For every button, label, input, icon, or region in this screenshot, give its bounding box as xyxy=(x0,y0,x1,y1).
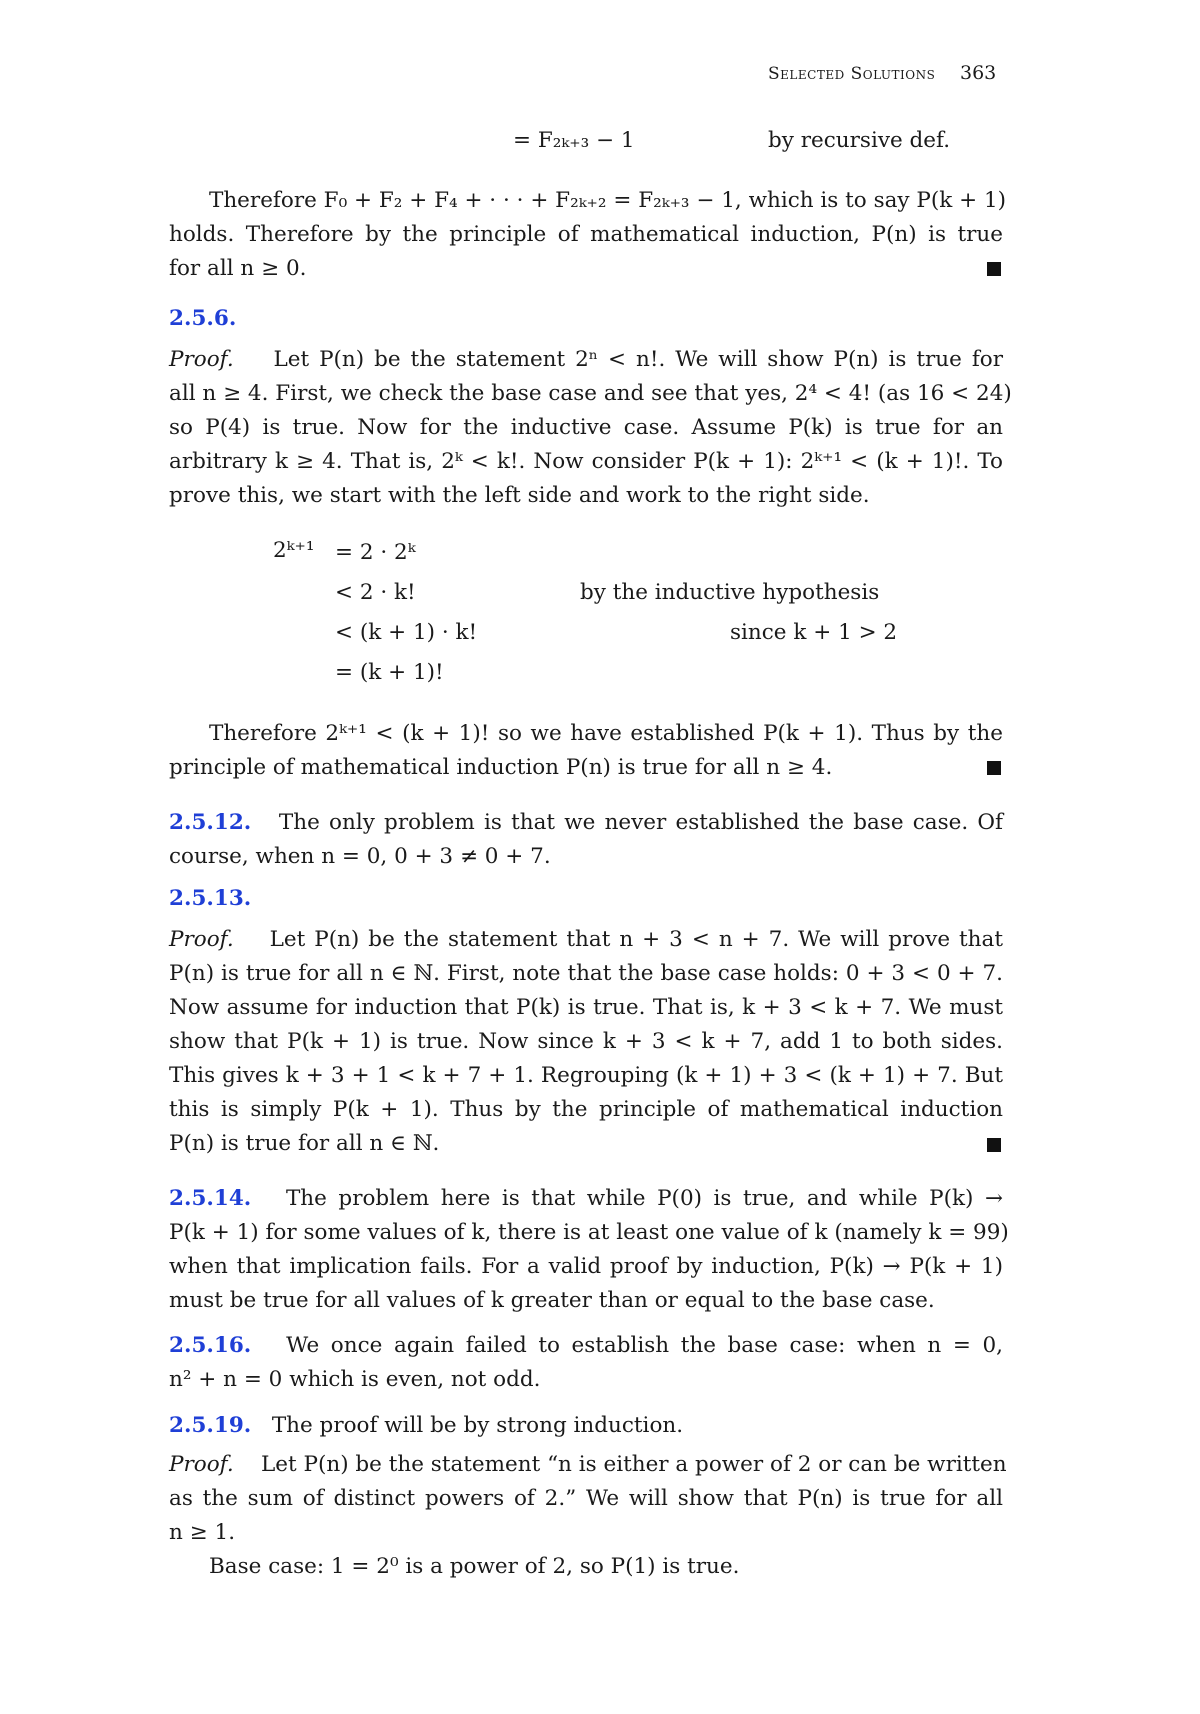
text-fragment: Let P(n) be the statement 2ⁿ < n!. We will show P(n) is true for xyxy=(273,347,1003,372)
text-line: show that P(k + 1) is true. Now since k + 3 < k + 7, add 1 to both sides. xyxy=(169,1029,1003,1054)
solution-2-5-6-proof xyxy=(169,343,1012,513)
text-line: as the sum of distinct powers of 2.” We will show that P(n) is true for all xyxy=(169,1486,1003,1511)
text-line xyxy=(169,1329,1003,1363)
text-line: n² + n = 0 which is even, not odd. xyxy=(169,1367,541,1392)
proof-word: Proof. xyxy=(169,347,234,372)
proof-word: Proof. xyxy=(169,1452,234,1477)
running-title: Selected Solutions xyxy=(768,64,936,84)
text-line: Therefore F₀ + F₂ + F₄ + · · · + F₂ₖ₊₂ = F₂ₖ₊₃ − 1, which is to say P(k + 1) xyxy=(209,188,1007,213)
text-line xyxy=(169,806,1003,840)
text-line: principle of mathematical induction P(n) is true for all n ≥ 4. xyxy=(169,755,833,780)
equation-reason: by recursive def. xyxy=(768,128,951,153)
solution-2-5-14 xyxy=(169,1182,1009,1318)
text-fragment: We once again failed to establish the base case: when n = 0, xyxy=(286,1333,1003,1358)
text-line: Therefore 2ᵏ⁺¹ < (k + 1)! so we have established P(k + 1). Thus by the xyxy=(209,721,1003,746)
text-line: P(k + 1) for some values of k, there is at least one value of k (namely k = 99) xyxy=(169,1220,1009,1245)
align-row: < (k + 1) · k! xyxy=(335,620,478,645)
text-line xyxy=(169,343,1003,377)
text-line: course, when n = 0, 0 + 3 ≠ 0 + 7. xyxy=(169,844,551,869)
solution-2-5-16 xyxy=(169,1329,1003,1397)
text-line xyxy=(169,1182,1003,1216)
text-line: holds. Therefore by the principle of mathematical induction, P(n) is true xyxy=(169,222,1003,247)
solution-2-5-13-proof xyxy=(169,923,1003,1161)
solution-label: 2.5.13. xyxy=(169,886,252,911)
text-line: n ≥ 1. xyxy=(169,1520,236,1545)
text-line xyxy=(169,1409,1003,1443)
text-line: This gives k + 3 + 1 < k + 7 + 1. Regrouping (k + 1) + 3 < (k + 1) + 7. But xyxy=(169,1063,1003,1088)
equation-line: = F₂ₖ₊₃ − 1 xyxy=(513,128,635,153)
solution-label: 2.5.12. xyxy=(169,810,252,835)
text-fragment: The problem here is that while P(0) is true, and while P(k) → xyxy=(285,1186,1003,1211)
solution-2-5-12 xyxy=(169,806,1003,874)
text-line: must be true for all values of k greater than or equal to the base case. xyxy=(169,1288,935,1313)
page-number: 363 xyxy=(960,62,997,84)
align-reason: since k + 1 > 2 xyxy=(730,620,898,645)
solution-label: 2.5.16. xyxy=(169,1333,252,1358)
text-line: Now assume for induction that P(k) is true. That is, k + 3 < k + 7. We must xyxy=(169,995,1003,1020)
text-line: P(n) is true for all n ∈ ℕ. xyxy=(169,1131,440,1156)
text-fragment: Let P(n) be the statement that n + 3 < n + 7. We will prove that xyxy=(269,927,1003,952)
qed-symbol xyxy=(987,1138,1001,1152)
align-reason: by the inductive hypothesis xyxy=(580,580,880,605)
solution-2-5-19 xyxy=(169,1409,1007,1584)
align-row: < 2 · k! xyxy=(335,580,416,605)
continuation-paragraph xyxy=(169,184,1007,286)
text-line: arbitrary k ≥ 4. That is, 2ᵏ < k!. Now consider P(k + 1): 2ᵏ⁺¹ < (k + 1)!. To xyxy=(169,449,1003,474)
align-row: = (k + 1)! xyxy=(335,660,444,685)
solution-label: 2.5.19. xyxy=(169,1413,252,1438)
text-line xyxy=(169,1448,1007,1482)
text-line: P(n) is true for all n ∈ ℕ. First, note that the base case holds: 0 + 3 < 0 + 7. xyxy=(169,961,1003,986)
text-line: so P(4) is true. Now for the inductive case. Assume P(k) is true for an xyxy=(169,415,1003,440)
text-line: when that implication fails. For a valid proof by induction, P(k) → P(k + 1) xyxy=(169,1254,1003,1279)
solution-label: 2.5.6. xyxy=(169,306,237,331)
solution-label: 2.5.14. xyxy=(169,1186,252,1211)
text-line xyxy=(169,923,1003,957)
text-line: prove this, we start with the left side and work to the right side. xyxy=(169,483,870,508)
text-fragment: The only problem is that we never established the base case. Of xyxy=(278,810,1004,835)
align-row: = 2 · 2ᵏ xyxy=(335,540,416,565)
solution-2-5-6-conclusion xyxy=(169,717,1003,785)
text-line: for all n ≥ 0. xyxy=(169,256,307,281)
qed-symbol xyxy=(987,262,1001,276)
text-line: this is simply P(k + 1). Thus by the principle of mathematical induction xyxy=(169,1097,1003,1122)
align-lhs: 2ᵏ⁺¹ xyxy=(273,538,315,563)
text-line: all n ≥ 4. First, we check the base case and see that yes, 2⁴ < 4! (as 16 < 24) xyxy=(169,381,1012,406)
text-line: Base case: 1 = 2⁰ is a power of 2, so P(1) is true. xyxy=(209,1554,740,1579)
text-fragment: Let P(n) be the statement “n is either a power of 2 or can be written xyxy=(261,1452,1007,1477)
qed-symbol xyxy=(987,761,1001,775)
text-fragment: The proof will be by strong induction. xyxy=(271,1413,684,1438)
proof-word: Proof. xyxy=(169,927,234,952)
